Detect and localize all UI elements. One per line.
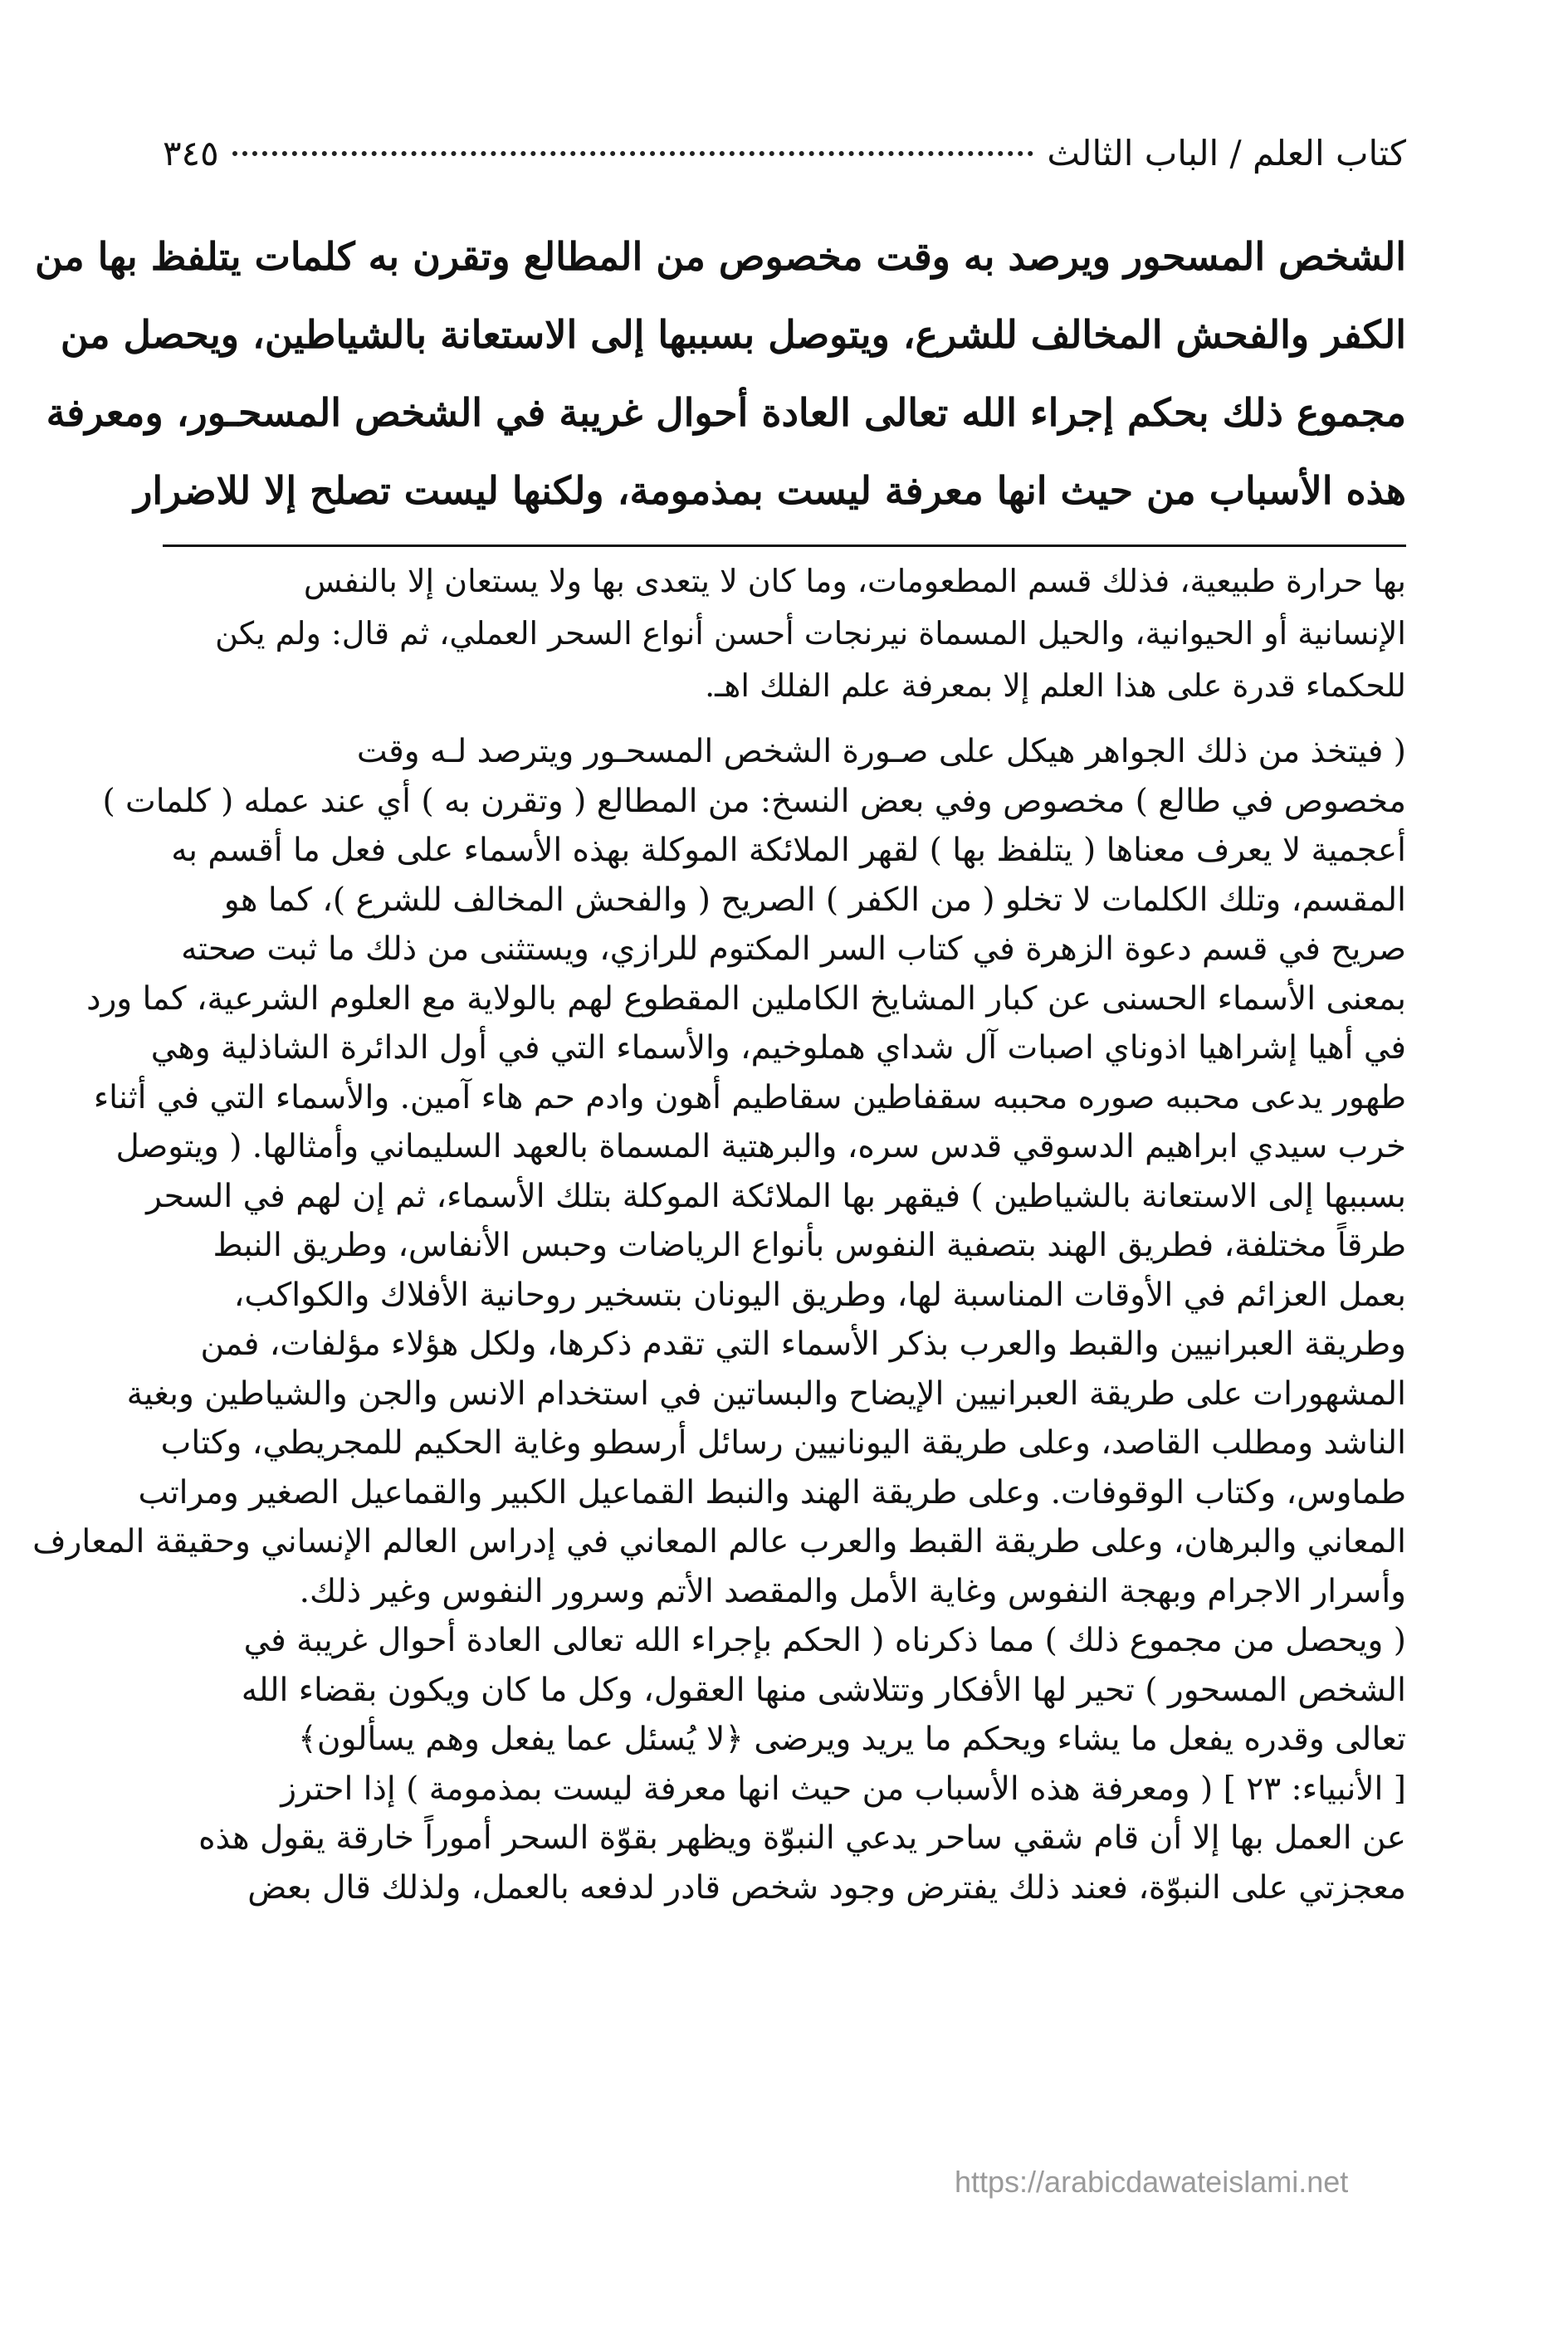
commentary-line: وطريقة العبرانيين والقبط والعرب بذكر الأسماء التي تقدم ذكرها، ولكل هؤلاء مؤلفات، فمن: [200, 1326, 1406, 1363]
main-text: [35, 217, 1406, 530]
main-text-line: هذه الأسباب من حيث انها معرفة ليست بمذمومة، ولكنها ليست تصلح إلا للاضرار: [134, 468, 1406, 513]
main-text-line: مجموع ذلك بحكم إجراء الله تعالى العادة أحوال غريبة في الشخص المسحـور، ومعرفة: [46, 390, 1406, 435]
main-text-line: الكفر والفحش المخالف للشرع، ويتوصل بسببها إلى الاستعانة بالشياطين، ويحصل من: [60, 312, 1406, 357]
commentary-line: وأسرار الاجرام وبهجة النفوس وغاية الأمل والمقصد الأتم وسرور النفوس وغير ذلك.: [299, 1572, 1406, 1610]
commentary-line: بسببها إلى الاستعانة بالشياطين ) فيقهر بها الملائكة الموكلة بتلك الأسماء، ثم إن لهم في السحر: [146, 1177, 1406, 1215]
commentary-line: المعاني والبرهان، وعلى طريقة القبط والعرب عالم المعاني في إدراس العالم الإنساني وحقيقة المعارف: [32, 1523, 1406, 1560]
running-header: [163, 125, 1406, 183]
commentary-line: تعالى وقدره يفعل ما يشاء ويحكم ما يريد ويرضى ﴿لا يُسئل عما يفعل وهم يسألون﴾: [297, 1721, 1406, 1758]
commentary-line: معجزتي على النبوّة، فعند ذلك يفترض وجود شخص قادر لدفعه بالعمل، ولذلك قال بعض: [247, 1868, 1406, 1907]
commentary-line: المقسم، وتلك الكلمات لا تخلو ( من الكفر ) الصريح ( والفحش المخالف للشرع )، كما هو: [223, 881, 1406, 919]
commentary-line: الشخص المسحور ) تحير لها الأفكار وتتلاشى منها العقول، وكل ما كان ويكون بقضاء الله: [241, 1671, 1406, 1709]
commentary-line: خرب سيدي ابراهيم الدسوقي قدس سره، والبرهتية المسماة بالعهد السليماني وأمثالها. ( ويتوصل: [115, 1128, 1406, 1165]
footnote-line: بها حرارة طبيعية، فذلك قسم المطعومات، وما كان لا يتعدى بها ولا يستعان إلا بالنفس: [303, 563, 1406, 599]
commentary-line: صريح في قسم دعوة الزهرة في كتاب السر المكتوم للرازي، ويستثنى من ذلك ما ثبت صحته: [181, 930, 1406, 968]
book-page: [32, 125, 1406, 2299]
commentary-line: [ الأنبياء: ٢٣ ] ( ومعرفة هذه الأسباب من حيث انها معرفة ليست بمذمومة ) إذا احترز: [281, 1770, 1406, 1808]
commentary-line: طرقاً مختلفة، فطريق الهند بتصفية النفوس بأنواع الرياضات وحبس الأنفاس، وطريق النبط: [212, 1227, 1406, 1264]
footnote-line: للحكماء قدرة على هذا العلم إلا بمعرفة علم الفلك اهـ.: [705, 667, 1406, 704]
commentary-line: ( ويحصل من مجموع ذلك ) مما ذكرناه ( الحكم بإجراء الله تعالى العادة أحوال غريبة في: [243, 1622, 1406, 1659]
commentary-line: الناشد ومطلب القاصد، وعلى طريقة اليونانيين رسائل أرسطو وغاية الحكيم للمجريطي، وكتاب: [160, 1424, 1406, 1462]
footnote-line: الإنسانية أو الحيوانية، والحيل المسماة نيرنجات أحسن أنواع السحر العملي، ثم قال: ولم يكن: [215, 615, 1406, 652]
commentary-line: ( فيتخذ من ذلك الجواهر هيكل على صـورة الشخص المسحـور ويترصد لـه وقت: [356, 733, 1406, 770]
leader-dots: [232, 151, 1034, 156]
main-text-line: الشخص المسحور ويرصد به وقت مخصوص من المطالع وتقرن به كلمات يتلفظ بها من: [35, 234, 1406, 279]
commentary-line: بعمل العزائم في الأوقات المناسبة لها، وطريق اليونان بتسخير روحانية الأفلاك والكواكب،: [233, 1276, 1406, 1314]
commentary-line: بمعنى الأسماء الحسنى عن كبار المشايخ الكاملين المقطوع لهم بالولاية مع العلوم الشرعية، كما ورد: [86, 979, 1406, 1018]
commentary-line: طهور يدعى محببه صوره محببه سقفاطين سقاطيم أهون وادم حم هاء آمين. والأسماء التي في أثناء: [93, 1078, 1406, 1116]
page-number: ٣٤٥: [163, 133, 219, 173]
commentary-line: أعجمية لا يعرف معناها ( يتلفظ بها ) لقهر الملائكة الموكلة بهذه الأسماء على فعل ما أقسم به: [171, 832, 1406, 869]
commentary-line: في أهيا إشراهيا اذوناي اصبات آل شداي هملوخيم، والأسماء التي في أول الدائرة الشاذلية وهي: [150, 1029, 1406, 1067]
commentary-line: طماوس، وكتاب الوقوفات. وعلى طريقة الهند والنبط القماعيل الكبير والقماعيل الصغير ومراتب: [138, 1473, 1406, 1511]
footnote-divider: [163, 544, 1406, 547]
commentary-line: مخصوص في طالع ) مخصوص وفي بعض النسخ: من المطالع ( وتقرن به ) أي عند عمله ( كلمات ): [102, 782, 1406, 820]
commentary: [32, 727, 1406, 1912]
commentary-line: عن العمل بها إلا أن قام شقي ساحر يدعي النبوّة ويظهر بقوّة السحر أموراً خارقة يقول هذه: [198, 1819, 1406, 1857]
watermark-url: https://arabicdawateislami.net: [955, 2165, 1349, 2199]
commentary-line: المشهورات على طريقة العبرانيين الإيضاح والبساتين في استخدام الانس والجن والشياطين وبغية: [126, 1375, 1406, 1413]
footnote: [163, 555, 1406, 712]
running-title: كتاب العلم / الباب الثالث: [1047, 133, 1406, 173]
